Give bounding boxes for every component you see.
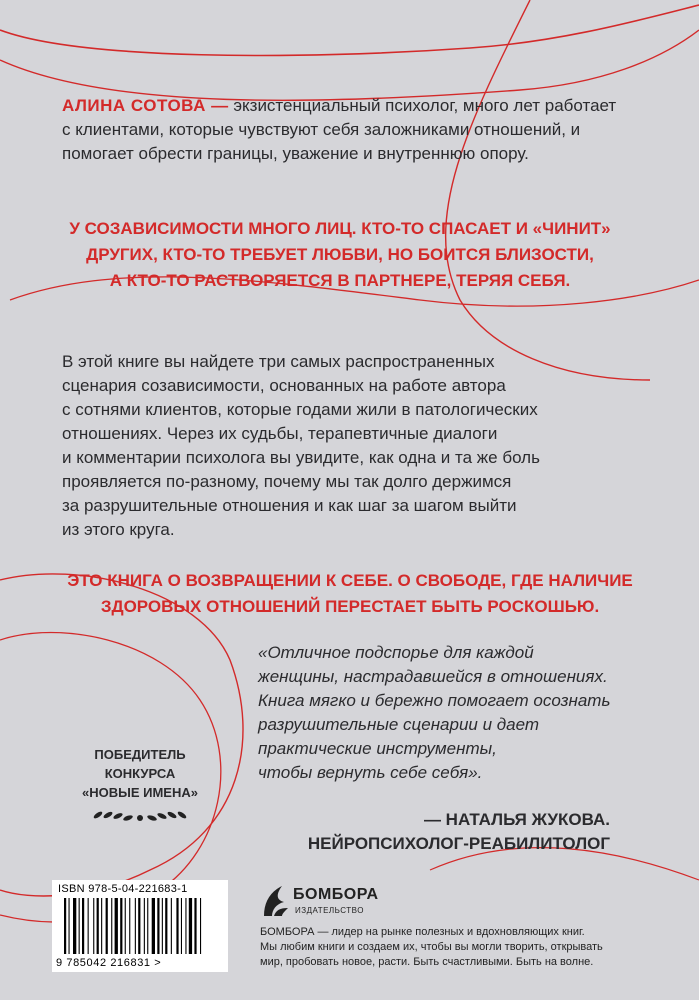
headline-1-line: У СОЗАВИСИМОСТИ МНОГО ЛИЦ. КТО-ТО СПАСАЕТ И «ЧИНИТ» (69, 219, 611, 238)
paragraph-line: проявляется по-разному, почему мы так долго держимся (62, 472, 512, 491)
bombora-wave-icon (260, 882, 290, 918)
quote-line: женщины, настрадавшейся в отношениях. (258, 667, 608, 686)
paragraph-line: сценария созависимости, основанных на работе автора (62, 376, 506, 395)
paragraph-line: отношениях. Через их судьбы, терапевтичные диалоги (62, 424, 498, 443)
headline-2-line: ЗДОРОВЫХ ОТНОШЕНИЙ ПЕРЕСТАЕТ БЫТЬ РОСКОШЬЮ. (100, 597, 600, 616)
publisher-blurb (260, 925, 690, 970)
quote-attribution (300, 808, 610, 856)
paragraph-line: В этой книге вы найдете три самых распространенных (62, 352, 495, 371)
laurel-wreath-icon (80, 806, 200, 830)
headline-codependency (40, 216, 640, 294)
publisher-name: БОМБОРА (293, 886, 379, 903)
headline-1-line: ДРУГИХ, КТО-ТО ТРЕБУЕТ ЛЮБВИ, НО БОИТСЯ БЛИЗОСТИ, (86, 245, 594, 264)
blurb-line: БОМБОРА — лидер на рынке полезных и вдохновляющих книг. (260, 926, 585, 938)
blurb-line: мир, пробовать новое, расти. Быть счастливыми. Быть на волне. (260, 956, 594, 968)
author-bio-text: экзистенциальный психолог, много лет работает с клиентами, которые чувствуют себя заложниками отношений, и помогает обрести границы, уважение и внутреннюю опору. (62, 96, 617, 163)
isbn-number: ISBN 978-5-04-221683-1 (58, 883, 188, 895)
headline-1-line: А КТО-ТО РАСТВОРЯЕТСЯ В ПАРТНЕРЕ, ТЕРЯЯ СЕБЯ. (109, 271, 571, 290)
award-line: «НОВЫЕ ИМЕНА» (82, 785, 198, 800)
quote-line: Книга мягко и бережно помогает осознать (258, 691, 611, 710)
paragraph-line: за разрушительные отношения и как шаг за шагом выйти (62, 496, 517, 515)
author-name: АЛИНА СОТОВА — (62, 96, 229, 115)
paragraph-line: и комментарии психолога вы увидите, как одна и та же боль (62, 448, 540, 467)
award-line: ПОБЕДИТЕЛЬ (94, 747, 186, 762)
main-paragraph (62, 350, 642, 542)
award-badge (50, 745, 230, 830)
testimonial-quote (258, 641, 678, 785)
quote-line: чтобы вернуть себе себя». (258, 763, 483, 782)
headline-freedom (20, 568, 680, 620)
paragraph-line: из этого круга. (62, 520, 175, 539)
barcode-digits: 9 785042 216831 > (56, 957, 162, 969)
isbn-barcode (52, 880, 228, 972)
author-bio (62, 94, 622, 166)
quote-line: «Отличное подспорье для каждой (258, 643, 534, 662)
quote-line: разрушительные сценарии и дает (258, 715, 540, 734)
publisher-logo (260, 880, 390, 920)
blurb-line: Мы любим книги и создаем их, чтобы вы могли творить, открывать (260, 941, 603, 953)
quote-author-name: — НАТАЛЬЯ ЖУКОВА. (423, 810, 610, 829)
quote-author-title: НЕЙРОПСИХОЛОГ-РЕАБИЛИТОЛОГ (307, 834, 610, 853)
award-line: КОНКУРСА (104, 766, 176, 781)
quote-line: практические инструменты, (258, 739, 497, 758)
paragraph-line: с сотнями клиентов, которые годами жили в патологических (62, 400, 538, 419)
publisher-subtitle: ИЗДАТЕЛЬСТВО (295, 906, 364, 915)
headline-2-line: ЭТО КНИГА О ВОЗВРАЩЕНИИ К СЕБЕ. О СВОБОДЕ, ГДЕ НАЛИЧИЕ (67, 571, 633, 590)
